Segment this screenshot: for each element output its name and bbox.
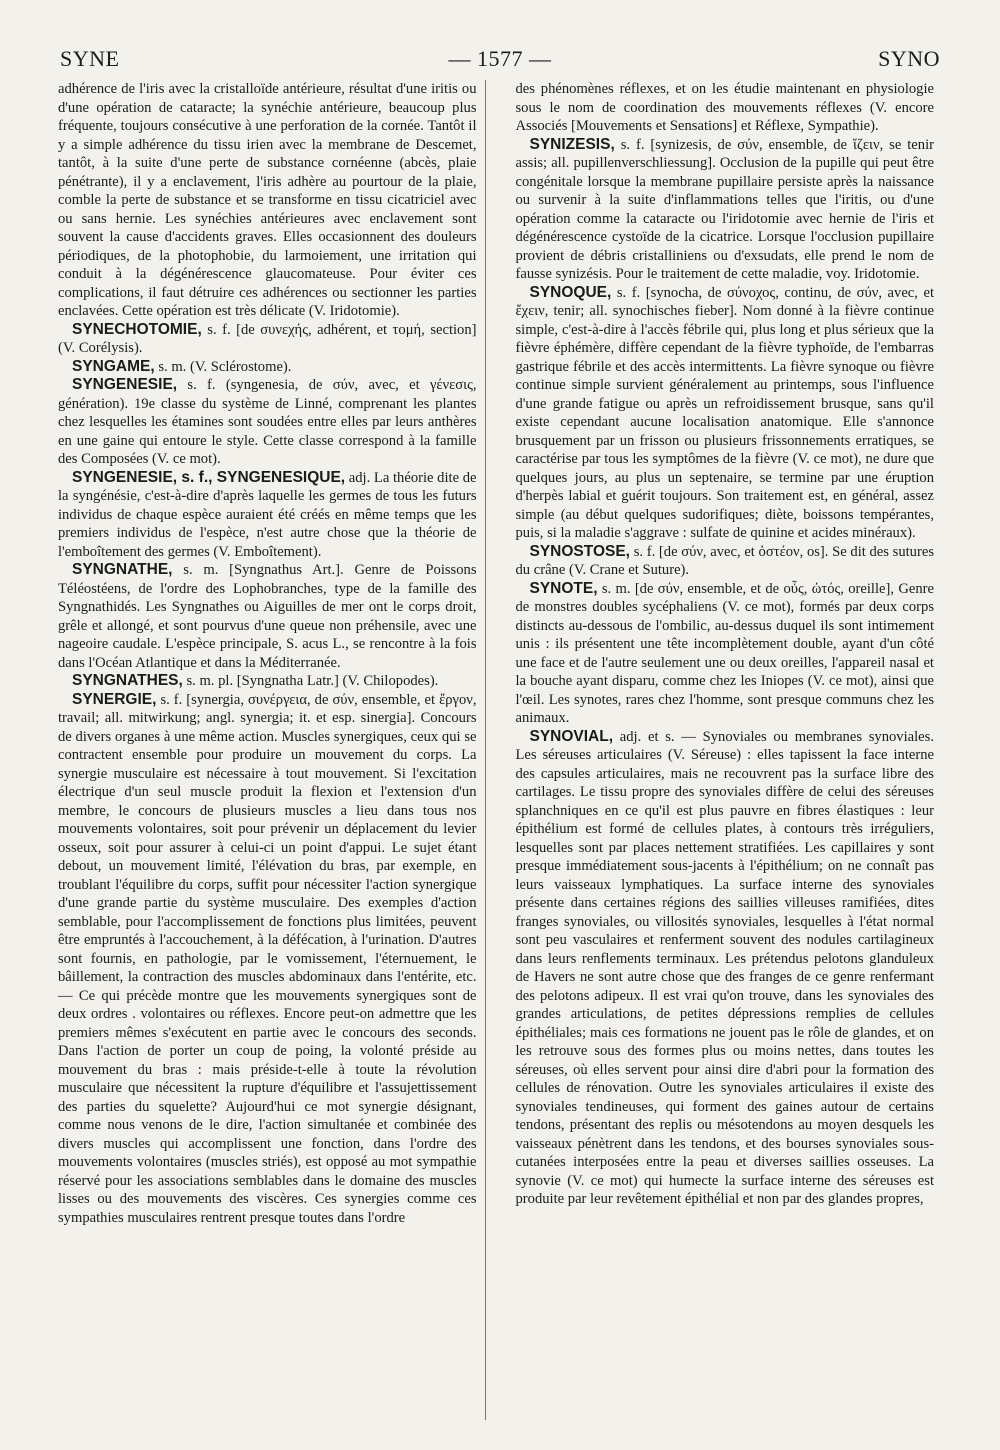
entry-text: s. f. (syngenesia, de σύν, avec, et γένεσις, génération). 19e classe du système de Linné, comprenant les plantes chez lesquelles les étamines sont soudées entre elles par leurs anthères en une gaine qui entoure le style. Cette classe correspond à la famille des Composées (V. ce mot). (58, 377, 477, 467)
entry-text: des phénomènes réflexes, et on les étudie maintenant en physiologie sous le nom de coordination des mouvements réflexes (V. encore Associés [Mouvements et Sensations] et Réflexe, Sympathie). (515, 81, 934, 134)
entry-text: s. f. [synocha, de σύνοχος, continu, de σύν, avec, et ἔχειν, tenir; all. synochisches fieber]. Nom donné à la fièvre continue simple, c'est-à-dire à l'accès fébrile qui, plus long et plus sérieux que la fièvre éphémère, diffère cependant de la fièvre typhoïde, de l'embarras gastrique fébrile et des accès intermittents. La fièvre synoque ou fièvre continue simple survient généralement au printemps, sous l'influence d'une grande fatigue ou après un refroidissement brusque, sans qu'il existe cependant aucune localisation anatomique. Elle s'annonce brusquement par un frisson ou plusieurs frissonnements erratiques, se caractérise par tous les symptômes de la fièvre (V. ce mot), ne dure que quelques jours, au plus un septenaire, se termine par une éruption d'herpès labial et guérit toujours. Son traitement est, en général, assez simple (au début quelques sudorifiques; diète, boissons tempérantes, puis, si la maladie s'aggrave : sulfate de quinine et acides minéraux). (515, 284, 934, 541)
entry-text: adj. et s. — Synoviales ou membranes synoviales. Les séreuses articulaires (V. Séreuse) : elles tapissent la face interne des capsules articulaires, mais ne recouvrent pas la surface libre des cartilages. Le tissu propre des synoviales diffère de celui des séreuses splanchniques en ce qu'il est plus pauvre en fibres élastiques : leur épithélium est formé de cellules plates, à contours très irréguliers, lesquelles sont par places nettement stratifiées. Les capillaires y sont presque immédiatement sous-jacents à l'épithélium; on ne connaît pas leurs vaisseaux lymphatiques. La surface interne des synoviales présente dans certaines régions des saillies villeuses ramifiées, dites franges synoviales, ou villosités synoviales, lesquelles à l'état normal sont peu vasculaires et renferment souvent des nodules cartilagineux dans leurs renflements terminaux. Les prétendus pelotons glanduleux de Havers ne sont autre chose que des franges de ce genre renfermant des pelotons adipeux. Il est vrai qu'on trouve, dans les synoviales des grandes articulations, de petites dépressions remplies de cellules épithéliales; mais ces formations ne jouent pas le rôle de glandes, et on les retrouve sous des formes plus ou moins nettes, dans toutes les séreuses, où elles servent pour ainsi dire d'abri pour la formation des cellules de rénovation. Outre les synoviales articulaires il existe des synoviales tendineuses, qui forment des gaines autour de certains tendons, présentant des replis ou mésotendons au moyen desquels les vaisseaux pénètrent dans les tendons, et des bourses synoviales sous-cutanées interposées entre la peau et diverses saillies osseuses. La synovie (V. ce mot) qui humecte la surface interne des séreuses est produite par leur revêtement épithélial et non par des glandes propres, (515, 728, 934, 1207)
left-column (58, 80, 477, 1420)
two-column-body (58, 80, 934, 1420)
entry-headword: SYNOVIAL, (529, 727, 614, 745)
dictionary-entry (58, 358, 477, 377)
continued-text (58, 80, 477, 321)
entry-headword: SYNERGIE, (72, 690, 157, 708)
running-header (60, 44, 940, 74)
page-number: — 1577 — (448, 46, 552, 71)
entry-text: s. m. [de σύν, ensemble, et de οὖς, ὠτός, oreille], Genre de monstres doubles sycéphaliens (V. ce mot), formés par deux corps distincts au-dessous de l'ombilic, au-dessus duquel ils sont intimement unis : ils présentent une tête incomplètement double, ayant d'un côté une face et de l'autre seulement une ou deux oreilles, l'appareil nasal et la bouche ayant disparu, comme chez les Iniopes (V. ce mot), ainsi que l'œil. Les synotes, rares chez l'homme, sont presque communs chez les animaux. (515, 580, 934, 726)
dictionary-entry (58, 376, 477, 469)
right-column (515, 80, 934, 1420)
dictionary-entry (58, 469, 477, 562)
entry-headword: SYNGNATHES, (72, 672, 183, 689)
entry-headword: SYNOTE, (529, 579, 598, 597)
dictionary-entry (515, 543, 934, 580)
header-left-guideword: SYNE (60, 46, 120, 71)
dictionary-entry (58, 561, 477, 672)
entry-headword: SYNECHOTOMIE, (72, 320, 202, 338)
dictionary-entry (515, 284, 934, 543)
entry-text: s. f. [synizesis, de σύν, ensemble, de ἵζειν, se tenir assis; all. pupillenverschliessung]. Occlusion de la pupille qui peut être congénitale lorsque la membrane pupillaire persiste après la naissance ou survenir à la suite d'inflammations telles que l'iritis, ou d'une opération comme la cataracte ou l'iridotomie avec hernie de l'iris et dégénérescence cystoïde de la cicatrice. Lorsque l'occlusion pupillaire provient de débris cristalliniens ou d'exsudats, elle prend le nom de fausse synizésis. Pour le traitement de cette maladie, voy. Iridotomie. (515, 136, 934, 282)
entry-text: adj. La théorie dite de la syngénésie, c'est-à-dire d'après laquelle les germes de tous les futurs individus de chaque espèce auraient été créés en même temps que les premiers individus de l'espèce, n'est autre chose que la théorie de l'emboîtement des germes (V. Emboîtement). (58, 469, 477, 560)
entry-headword: SYNGNATHE, (72, 561, 173, 578)
entry-headword: SYNGENESIE, s. f., SYNGENESIQUE, (72, 468, 346, 486)
entry-headword: SYNOQUE, (529, 283, 612, 301)
dictionary-entry (515, 728, 934, 1209)
header-right-guideword: SYNO (878, 46, 940, 71)
dictionary-entry (58, 321, 477, 358)
entry-text: s. f. [de συνεχής, adhérent, et τομή, section] (V. Corélysis). (58, 321, 477, 356)
dictionary-entry (58, 672, 477, 691)
entry-text: s. m. [Syngnathus Art.]. Genre de Poissons Téléostéens, de l'ordre des Lophobranches, type de la famille des Syngnathidés. Les Syngnathes ou Aiguilles de mer ont le corps droit, grêle et allongé, et sont pourvus d'une queue non préhensile, avec une nageoire caudale. L'espèce principale, S. acus L., se rencontre à la fois dans l'Océan Atlantique et dans la Méditerranée. (58, 562, 477, 671)
entry-headword: SYNOSTOSE, (529, 542, 630, 560)
entry-headword: SYNGENESIE, (72, 376, 178, 393)
continued-text (515, 80, 934, 136)
entry-headword: SYNIZESIS, (529, 135, 615, 153)
entry-text: s. m. pl. [Syngnatha Latr.] (V. Chilopodes). (186, 673, 439, 689)
entry-text: adhérence de l'iris avec la cristalloïde antérieure, résultat d'une iritis ou d'une opération de cataracte; la synéchie antérieure, beaucoup plus fréquente, toujours consécutive à une perforation de la cornée. Tantôt il y a simple adhérence du tissu irien avec la membrane de Descemet, tantôt, à la suite d'une perte de substance cornéenne (abcès, plaie pénétrante), il y a enclavement, l'iris adhère au pourtour de la plaie, comble la perte de substance et se transforme en tissu cicatriciel avec ou sans hernie. Les synéchies antérieures avec enclavement sont souvent la cause d'accidents graves. Elles occasionnent des douleurs périodiques, de la photophobie, du larmoiement, une irritation qui conduit à la dégénérescence glaucomateuse. Pour éviter ces complications, il faut détruire ces adhérences ou sectionner les parties enclavées. Cette opération est très délicate (V. Iridotomie). (58, 81, 477, 319)
entry-text: s. f. [synergia, συνέργεια, de σύν, ensemble, et ἔργον, travail; all. mitwirkung; angl. synergia; it. et esp. sinergia]. Concours de divers organes à une même action. Muscles synergiques, ceux qui se contractent ensemble pour produire un mouvement du corps. La synergie musculaire est nécessaire à tout mouvement. Si l'excitation électrique d'un seul muscle produit la flexion et l'extension d'un membre, le concours de plusieurs muscles a lieu dans tous nos mouvements volontaires, soit pour prévenir un déplacement du levier osseux, soit pour assurer à celui-ci un point d'appui. Le sujet étant debout, un mouvement limité, l'élévation du bras, par exemple, en troublant l'équilibre du corps, suffit pour nécessiter l'action synergique d'une grande partie du système musculaire. Des exemples d'action semblable, pour l'accomplissement de fonctions plus limitées, peuvent être empruntés à l'accouchement, à la défécation, à l'urination. D'autres sont fournis, en pathologie, par le vomissement, l'éternuement, le bâillement, la contraction des muscles abdominaux dans l'entérite, etc. — Ce qui précède montre que les mouvements synergiques sont de deux ordres . volontaires ou réflexes. Encore peut-on admettre que les premiers mêmes s'exécutent en partie avec le concours des seconds. Dans l'action de porter un coup de poing, la volonté préside au mouvement du bras : mais préside-t-elle à toute la révolution musculaire que nécessitent la rupture d'équilibre et l'assujettissement des parties du squelette? Aujourd'hui ce mot synergie désignant, comme nous venons de le dire, l'action simultanée et combinée des divers muscles qui accomplissent une fonction, dans l'ordre des mouvements volontaires (muscles striés), est opposé au mot sympathie réservé pour les associations semblables dans le domaine des muscles lisses ou des mouvements des viscères. Ces synergies comme ces sympathies musculaires rentrent presque toutes dans l'ordre (58, 691, 477, 1226)
entry-text: s. f. [de σύν, avec, et ὀστέον, os]. Se dit des sutures du crâne (V. Crane et Suture). (515, 543, 934, 578)
entry-headword: SYNGAME, (72, 357, 155, 375)
entry-text: s. m. (V. Sclérostome). (158, 358, 292, 375)
dictionary-entry (58, 691, 477, 1228)
dictionary-entry (515, 580, 934, 728)
dictionary-entry (515, 136, 934, 284)
column-rule (485, 80, 486, 1420)
